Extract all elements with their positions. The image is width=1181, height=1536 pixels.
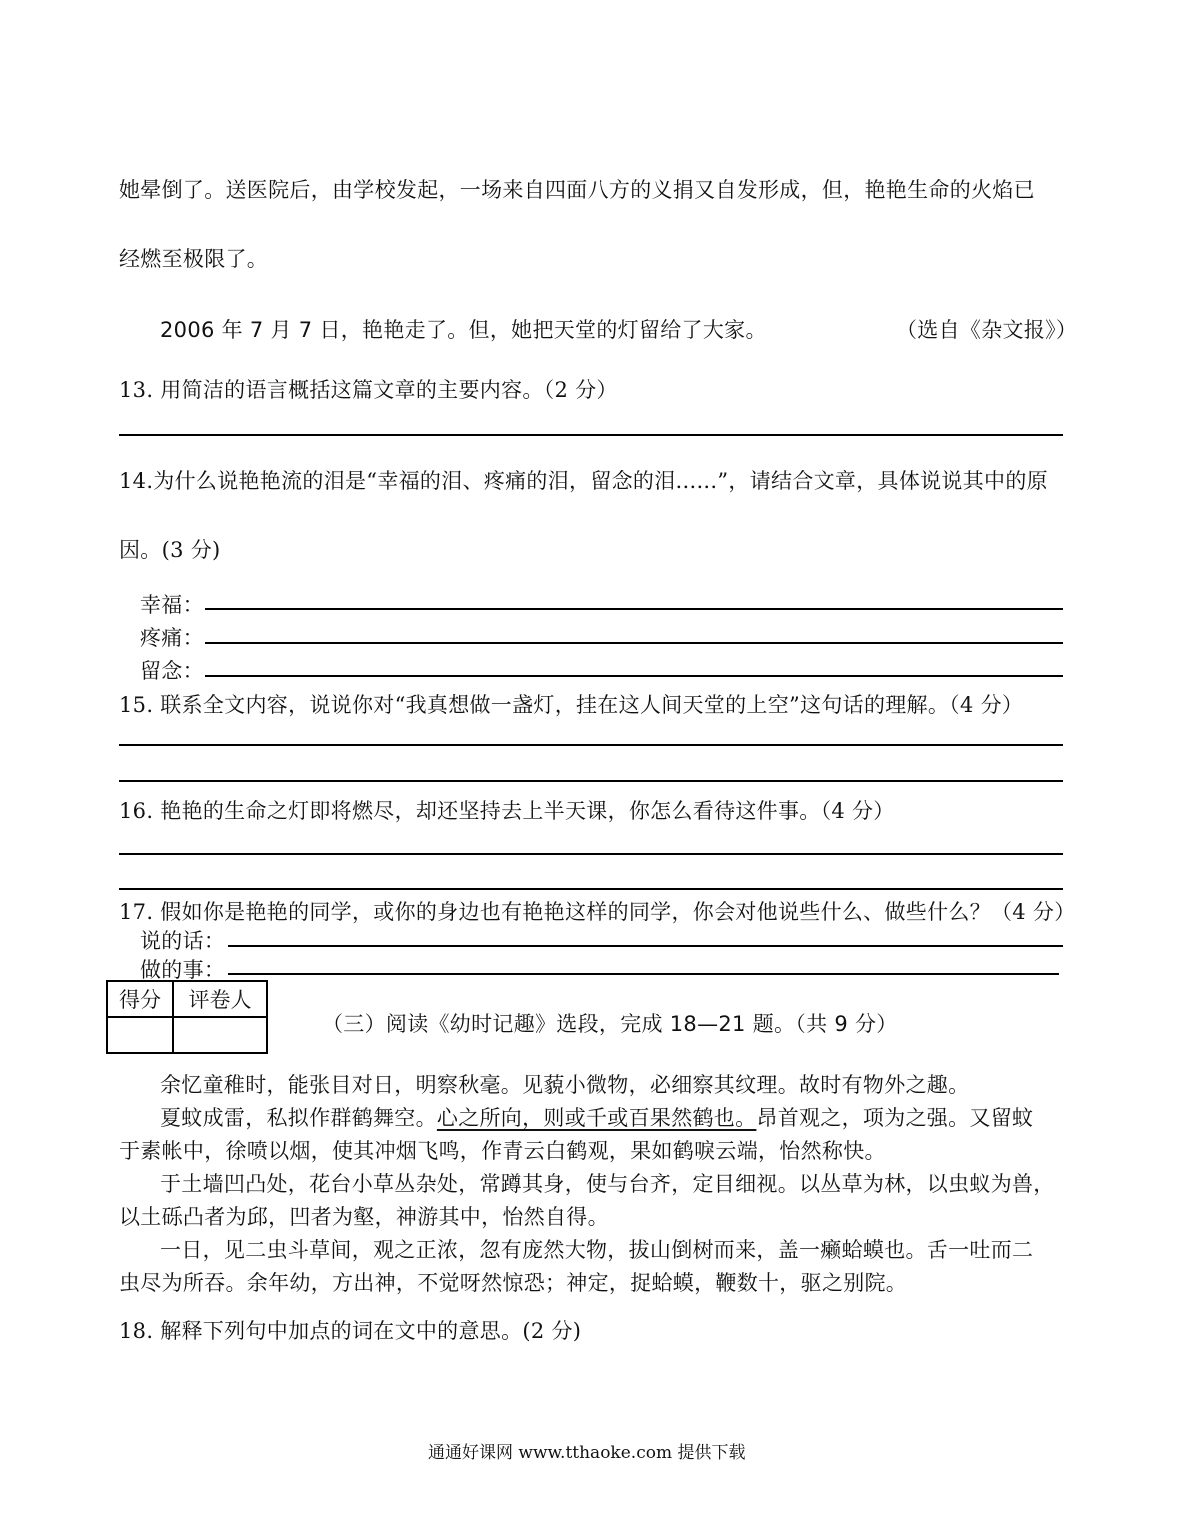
answer-line-do (228, 973, 1059, 975)
label-nostalgia: 留念： (140, 659, 204, 683)
classical-paragraph-3-line-1: 于土墙凹凸处，花台小草丛杂处，常蹲其身，使与台齐，定目细视。以丛草为林，以虫蚁为兽， (160, 1172, 1055, 1196)
section-3-title: （三）阅读《幼时记趣》选段，完成 18—21 题。（共 9 分） (322, 1012, 898, 1036)
classical-paragraph-3-line-2: 以土砾凸者为邱，凹者为壑，神游其中，怡然自得。 (119, 1205, 609, 1229)
answer-line-16b (119, 888, 1063, 890)
passage-line-2: 经燃至极限了。 (119, 247, 269, 271)
question-14-line-1: 14.为什么说艳艳流的泪是“幸福的泪、疼痛的泪，留念的泪......”，请结合文章，具体说说其中的原 (119, 469, 1048, 493)
label-do: 做的事： (140, 958, 226, 982)
label-happiness: 幸福： (140, 593, 204, 617)
score-cell (107, 1017, 173, 1053)
question-14-line-2: 因。(3 分) (119, 538, 221, 562)
underlined-sentence: 心之所向，则或千或百果然鹤也。 (436, 1106, 757, 1130)
question-13: 13. 用简洁的语言概括这篇文章的主要内容。（2 分） (119, 378, 618, 402)
label-say: 说的话： (140, 929, 226, 953)
answer-line-15a (119, 744, 1063, 746)
classical-paragraph-2-line-2: 于素帐中，徐喷以烟，使其冲烟飞鸣，作青云白鹤观，果如鹤唳云端，怡然称快。 (119, 1139, 886, 1163)
classical-paragraph-1: 余忆童稚时，能张目对日，明察秋毫。见藐小微物，必细察其纹理。故时有物外之趣。 (160, 1073, 970, 1097)
grader-cell (173, 1017, 267, 1053)
answer-line-nostalgia (205, 675, 1063, 677)
score-header: 得分 (107, 981, 173, 1017)
answer-line-13 (119, 434, 1063, 436)
question-15: 15. 联系全文内容，说说你对“我真想做一盏灯，挂在这人间天堂的上空”这句话的理解。（4 分） (119, 693, 1024, 717)
answer-line-say (228, 945, 1063, 947)
question-18: 18. 解释下列句中加点的词在文中的意思。(2 分) (119, 1319, 582, 1343)
passage-line-1: 她晕倒了。送医院后，由学校发起，一场来自四面八方的义捐又自发形成，但，艳艳生命的火焰已 (119, 178, 1035, 202)
question-16: 16. 艳艳的生命之灯即将燃尽，却还坚持去上半天课，你怎么看待这件事。（4 分） (119, 799, 895, 823)
classical-paragraph-4-line-2: 虫尽为所吞。余年幼，方出神，不觉呀然惊恐；神定，捉蛤蟆，鞭数十，驱之别院。 (119, 1271, 908, 1295)
passage-line-3: 2006 年 7 月 7 日，艳艳走了。但，她把天堂的灯留给了大家。 (160, 318, 767, 342)
label-pain: 疼痛： (140, 626, 204, 650)
answer-line-pain (205, 642, 1063, 644)
score-table (106, 980, 268, 1054)
classical-p2-rest: 昂首观之，项为之强。又留蚊 (756, 1106, 1034, 1130)
grader-header: 评卷人 (173, 981, 267, 1017)
answer-line-happiness (205, 608, 1063, 610)
answer-line-16a (119, 853, 1063, 855)
question-17: 17. 假如你是艳艳的同学，或你的身边也有艳艳这样的同学，你会对他说些什么、做些什么？（4 分） (119, 900, 1076, 924)
answer-line-15b (119, 780, 1063, 782)
classical-p2-start: 夏蚊成雷，私拟作群鹤舞空。 (160, 1106, 437, 1130)
page-footer: 通通好课网 www.tthaoke.com 提供下载 (428, 1443, 746, 1463)
classical-paragraph-4-line-1: 一日，见二虫斗草间，观之正浓，忽有庞然大物，拔山倒树而来，盖一癞蛤蟆也。舌一吐而二 (160, 1238, 1034, 1262)
classical-paragraph-2-line-1 (160, 1102, 1033, 1132)
passage-source: （选自《杂文报》） (896, 318, 1078, 342)
